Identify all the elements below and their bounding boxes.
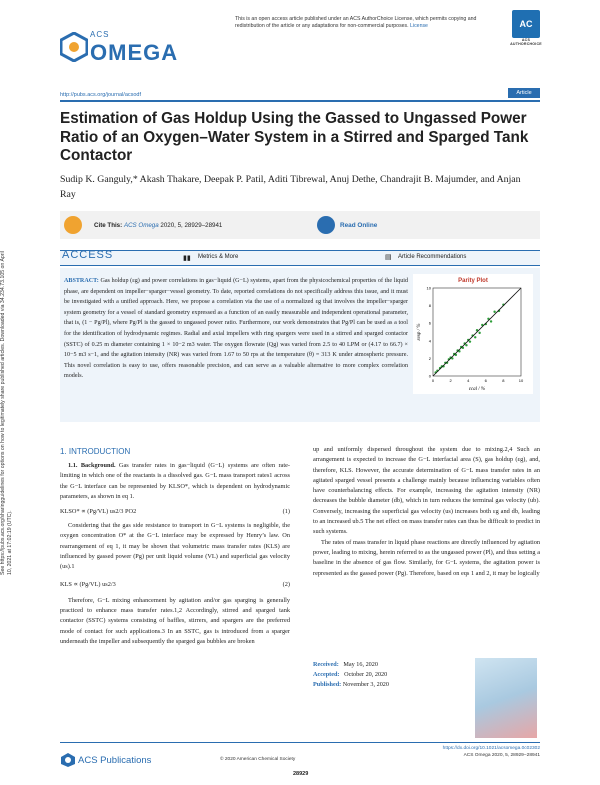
header-rule bbox=[60, 100, 540, 102]
journal-hex-icon bbox=[60, 32, 88, 62]
recommendations-link[interactable]: Article Recommendations bbox=[398, 254, 467, 260]
recommendations-icon[interactable]: ▤ bbox=[385, 254, 392, 261]
open-access-text: This is an open access article published under an ACS AuthorChoice License, which permits copying and redistribution of the article or any adaptations for non-commercial purposes. bbox=[235, 16, 477, 29]
acs-publications-icon bbox=[60, 752, 76, 768]
y-tick-label: 2 bbox=[428, 355, 431, 361]
y-tick-label: 4 bbox=[428, 338, 431, 344]
authorchoice-logo: AC bbox=[512, 10, 540, 38]
received-date: May 16, 2020 bbox=[343, 661, 378, 668]
received-label: Received: bbox=[313, 661, 339, 668]
paragraph: up and uniformly dispersed throughout the system due to mixing.2,4 Such an arrangement is expected to increase the G−L interfacial area (S), gas holdup (εg), and, therefore, KLS. However, the accurate determination of G−L mass transfer rates in an agitated sparged vessel presents a challenge mainly because influencing variables often have counterbalancing effects. For example, increasing the agitation intensity (NR) decreases the bubble diameter (db), which in turn reduces the terminal gas velocity (ub). Conversely, increasing the superficial gas velocity (us) increases both εg and db, leading to an increased ub.5 The net effect on mass transfer rates can thus be difficult to predict in such systems. bbox=[313, 446, 540, 536]
paragraph: The rates of mass transfer in liquid phase reactions are directly influenced by agitation power, leading to mixing, herein referred to as the ungassed power (Pl), and thus setting a baseline in the absence of gas flow. Similarly, for G−L systems, the agitation power is represented as the gassed power (Pg). Therefore, based on eqs 1 and 2, it may be logically bbox=[313, 538, 540, 577]
publisher-name: ACS Publications bbox=[78, 755, 152, 766]
article-title: Estimation of Gas Holdup Using the Gassed to Ungassed Power Ratio of an Oxygen–Water System in a Stirred and Sparged Tank Contactor bbox=[60, 110, 529, 164]
published-label: Published: bbox=[313, 681, 342, 688]
read-online-icon[interactable] bbox=[317, 216, 335, 234]
accepted-row bbox=[313, 670, 389, 680]
equation-1 bbox=[60, 508, 290, 515]
x-tick-label: 0 bbox=[431, 378, 435, 383]
paragraph: Considering that the gas side resistance to transport in G−L systems is negligible, the oxygen concentration O* at the G−L interface may be expressed by Henry’s law. On rearrangement of eq 1, it may be shown that volumetric mass transfer rates (KLS) are influenced by gassed power (Pg) per unit liquid volume (VL) and superficial gas velocity (us).1 bbox=[60, 522, 290, 571]
equation-1-number: (1) bbox=[282, 508, 290, 516]
journal-url[interactable]: http://pubs.acs.org/journal/acsodf bbox=[60, 92, 142, 98]
page-number: 28929 bbox=[293, 771, 309, 777]
section-heading: 1. INTRODUCTION bbox=[60, 447, 131, 456]
article-type-badge: Article bbox=[508, 88, 540, 98]
accepted-label: Accepted: bbox=[313, 671, 340, 678]
x-tick-label: 2 bbox=[449, 378, 452, 383]
x-tick-label: 4 bbox=[467, 378, 470, 383]
equation-2 bbox=[60, 581, 290, 588]
data-point bbox=[465, 344, 467, 346]
metrics-link[interactable]: Metrics & More bbox=[198, 254, 239, 260]
access-label: ACCESS bbox=[62, 249, 114, 261]
y-tick-label: 6 bbox=[428, 320, 431, 326]
body-column-right bbox=[313, 445, 540, 579]
body-column-left bbox=[60, 461, 290, 647]
metrics-icon[interactable]: ▮▮ bbox=[183, 255, 191, 262]
cite-ref: 2020, 5, 28929–28941 bbox=[160, 222, 223, 229]
access-bar bbox=[60, 250, 540, 266]
y-tick-label: 0 bbox=[428, 373, 431, 379]
plot-title: Parity Plot bbox=[458, 278, 488, 284]
read-online-link[interactable]: Read Online bbox=[340, 222, 378, 229]
data-point bbox=[490, 320, 492, 322]
data-point bbox=[493, 311, 495, 313]
abstract-label: ABSTRACT: bbox=[64, 278, 99, 284]
cite-this bbox=[94, 222, 222, 229]
cite-quote-icon[interactable] bbox=[64, 216, 82, 234]
journal-name: OMEGA bbox=[90, 40, 179, 65]
abstract bbox=[64, 276, 408, 382]
y-tick-label: 8 bbox=[428, 303, 431, 309]
paragraph-text: Gas transfer rates in gas−liquid (G−L) systems are often rate-limiting in which one of the reactants is a dissolved gas. G−L mass transport rates1 across the G−L interface can be represented by KLSO*, which is dependent on hydrodynamic parameters, as shown in eq 1. bbox=[60, 462, 290, 500]
copyright: © 2020 American Chemical Society bbox=[220, 757, 296, 762]
journal-name-small: ACS bbox=[90, 30, 110, 39]
published-date: November 3, 2020 bbox=[342, 681, 389, 688]
data-point bbox=[474, 336, 476, 338]
abstract-body: Gas holdup (εg) and power correlations in gas−liquid (G−L) systems, apart from the physicochemical properties of the liquid phase, are dependent on impeller−sparger−vessel geometry. To date, reported correlations do not specifically address this issue, and it must be investigated with a unified approach. Here, we propose a correlation via the use of a normalized εg that involves the impeller−sparger system geometry for a vessel of standard geometry expressed as a function of an easily measurable and independent operational parameter, that is, (1 − Pg/Pl), where Pg/Pl is the gassed to ungassed power ratio. Furthermore, our work demonstrates that Pg/Pl can be used as a tool for the identification of hydrodynamic regimes. Radial and axial impellers with ring spargers were used in a stirred and sparged contactor (SSTC) of 0.25 m diameter containing 1 × 10−2 m3 water. The oxygen flowrate (Qg) was varied from 2.5 to 40 LPM or (4.17 to 66.7) × 10−5 m3 s−1, and the agitation intensity (NR) was varied from 1.67 to 50 rps at the temperature (θ) = 313 K under atmospheric pressure. This novel correlation is easy to use, offers reasonable precision, and can serve as a valuable alternative to more complex correlation models. bbox=[64, 278, 408, 380]
article-dates bbox=[313, 660, 389, 690]
doi-link[interactable]: https://dx.doi.org/10.1021/acsomega.0c02302 bbox=[442, 746, 540, 751]
equation-1-body: KLSO* ∝ (Pg/VL) us2/3 PO2 bbox=[60, 508, 137, 516]
subsection-heading: 1.1. Background. bbox=[68, 462, 116, 469]
received-row bbox=[313, 660, 389, 670]
cite-journal[interactable]: ACS Omega bbox=[123, 222, 159, 229]
accepted-date: October 20, 2020 bbox=[344, 671, 388, 678]
license-link[interactable]: License bbox=[410, 23, 428, 29]
x-tick-label: 10 bbox=[518, 378, 524, 383]
parity-plot bbox=[413, 274, 533, 394]
doi-block bbox=[440, 745, 540, 759]
cite-label: Cite This: bbox=[94, 222, 123, 229]
data-point bbox=[469, 340, 471, 342]
paragraph: Therefore, G−L mixing enhancement by agitation and/or gas sparging is generally practiced to enhance mass transfer rates.1,2 Accordingly, stirred and sparged tank contactor (SSTC) systems consisting of baffles, stirrers, and spargers are the preferred mode of contact for such applications.3 In an SSTC, gas is introduced from a sparger underneath the impeller and subsequently the sparged gas bubbles are broken bbox=[60, 596, 290, 645]
download-notice: See https://pubs.acs.org/sharingguidelines for options on how to legitimately share published articles. Downloaded via 34.234.73.105 on April 10, 2021 at 17:02:19 (UTC). bbox=[0, 251, 13, 575]
y-tick-label: 10 bbox=[426, 285, 431, 291]
doi-ref: ACS Omega 2020, 5, 28929−28941 bbox=[463, 753, 540, 758]
author-list: Sudip K. Ganguly,* Akash Thakare, Deepak P. Patil, Aditi Tibrewal, Anuj Dethe, Chandrajit B. Majumder, and Anjan Ray bbox=[60, 174, 521, 200]
authorchoice-label: ACS AUTHORCHOICE bbox=[510, 38, 542, 46]
equation-2-number: (2) bbox=[282, 580, 290, 588]
footer-rule bbox=[60, 742, 540, 743]
x-tick-label: 8 bbox=[502, 378, 505, 383]
paragraph bbox=[60, 461, 290, 502]
journal-cover-image bbox=[475, 658, 537, 738]
parity-line bbox=[433, 288, 521, 376]
published-row bbox=[313, 680, 389, 690]
plot-ylabel: εexp / % bbox=[417, 323, 422, 341]
data-point bbox=[478, 332, 480, 334]
x-tick-label: 6 bbox=[484, 378, 487, 383]
equation-2-body: KLS ∝ (Pg/VL) us2/3 bbox=[60, 580, 116, 588]
open-access-note bbox=[235, 16, 505, 30]
plot-xlabel: εcal / % bbox=[468, 387, 486, 392]
